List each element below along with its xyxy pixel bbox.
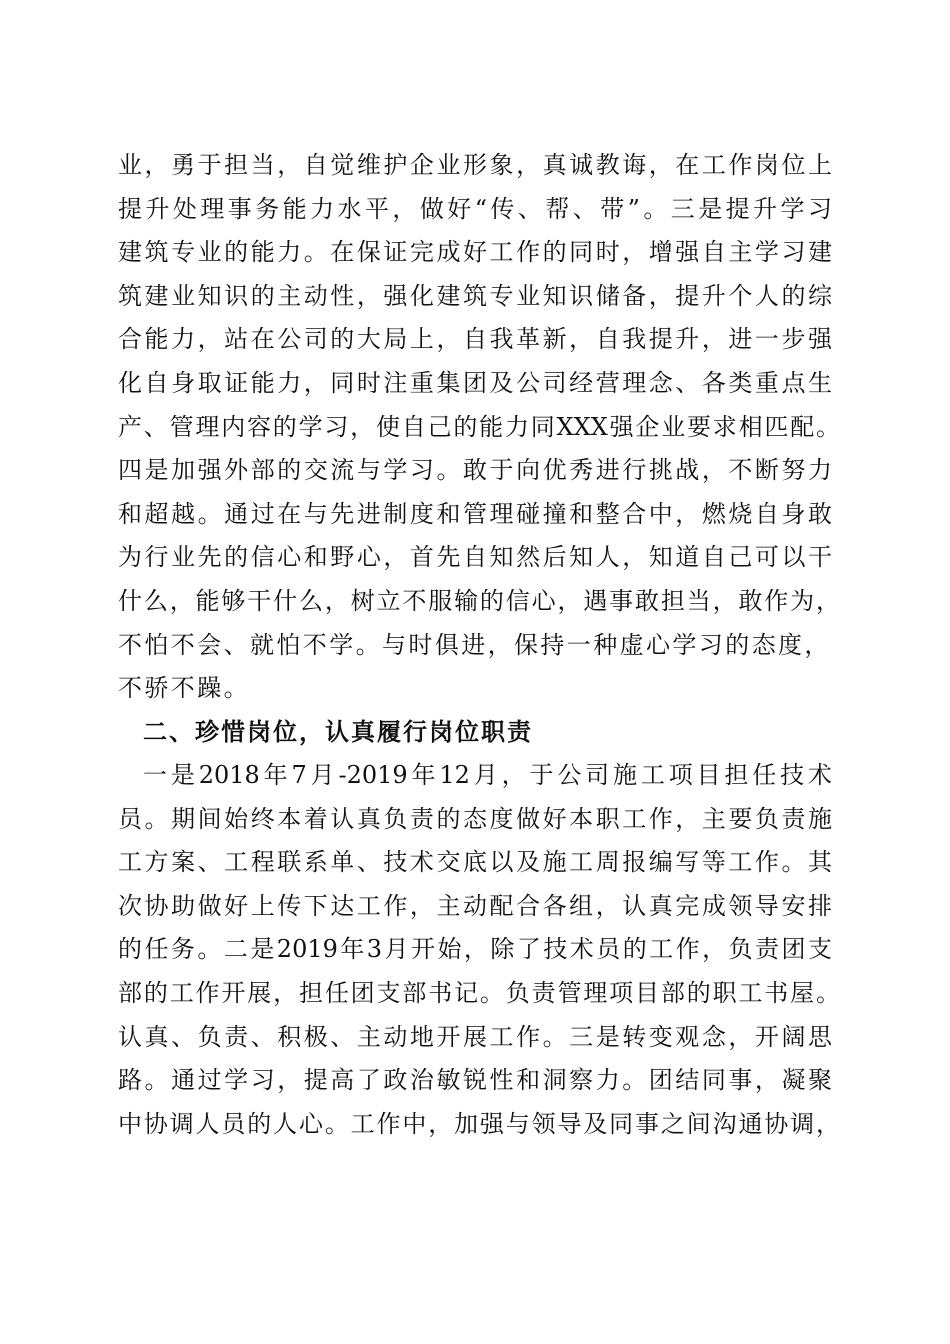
text-line: 合能力，站在公司的大局上，自我革新，自我提升，进一步强: [118, 325, 832, 354]
text-line: 路。通过学习，提高了政治敏锐性和洞察力。团结同事，凝聚: [118, 1066, 832, 1095]
text-line: 部的工作开展，担任团支部书记。负责管理项目部的职工书屋。: [118, 979, 840, 1007]
text-line: 次协助做好上传下达工作，主动配合各组，认真完成领导安排: [118, 891, 832, 920]
text-line: 的任务。二是2019年3月开始，除了技术员的工作，负责团支: [118, 935, 832, 964]
text-line: 业，勇于担当，自觉维护企业形象，真诚教诲，在工作岗位上: [118, 151, 832, 179]
text-line: 认真、负责、积极、主动地开展工作。三是转变观念，开阔思: [118, 1022, 832, 1051]
text-line: 建筑专业的能力。在保证完成好工作的同时，增强自主学习建: [118, 238, 832, 267]
text-line: 不骄不躁。: [118, 674, 250, 703]
text-line: 什么，能够干什么，树立不服输的信心，遇事敢担当，敢作为，: [118, 587, 840, 615]
text-line: 为行业先的信心和野心，首先自知然后知人，知道自己可以干: [118, 543, 832, 572]
text-line: 产、管理内容的学习，使自己的能力同XXX强企业要求相匹配。: [118, 412, 840, 441]
text-line: 化自身取证能力，同时注重集团及公司经营理念、各类重点生: [118, 369, 832, 397]
text-line: 一是2018年7月-2019年12月，于公司施工项目担任技术: [143, 761, 832, 789]
text-line: 工方案、工程联系单、技术交底以及施工周报编写等工作。其: [118, 848, 832, 877]
text-line: 中协调人员的人心。工作中，加强与领导及同事之间沟通协调，: [118, 1109, 840, 1138]
text-line: 员。期间始终本着认真负责的态度做好本职工作，主要负责施: [118, 804, 832, 833]
text-line: 提升处理事务能力水平，做好“传、帮、带”。三是提升学习: [118, 194, 832, 223]
text-line: 不怕不会、就怕不学。与时俱进，保持一种虚心学习的态度，: [118, 630, 831, 659]
text-line: 筑建业知识的主动性，强化建筑专业知识储备，提升个人的综: [118, 281, 832, 310]
text-line: 和超越。通过在与先进制度和管理碰撞和整合中，燃烧自身敢: [118, 499, 832, 528]
text-line: 四是加强外部的交流与学习。敢于向优秀进行挑战，不断努力: [118, 456, 832, 485]
section-heading: 二、珍惜岗位，认真履行岗位职责: [143, 718, 533, 746]
